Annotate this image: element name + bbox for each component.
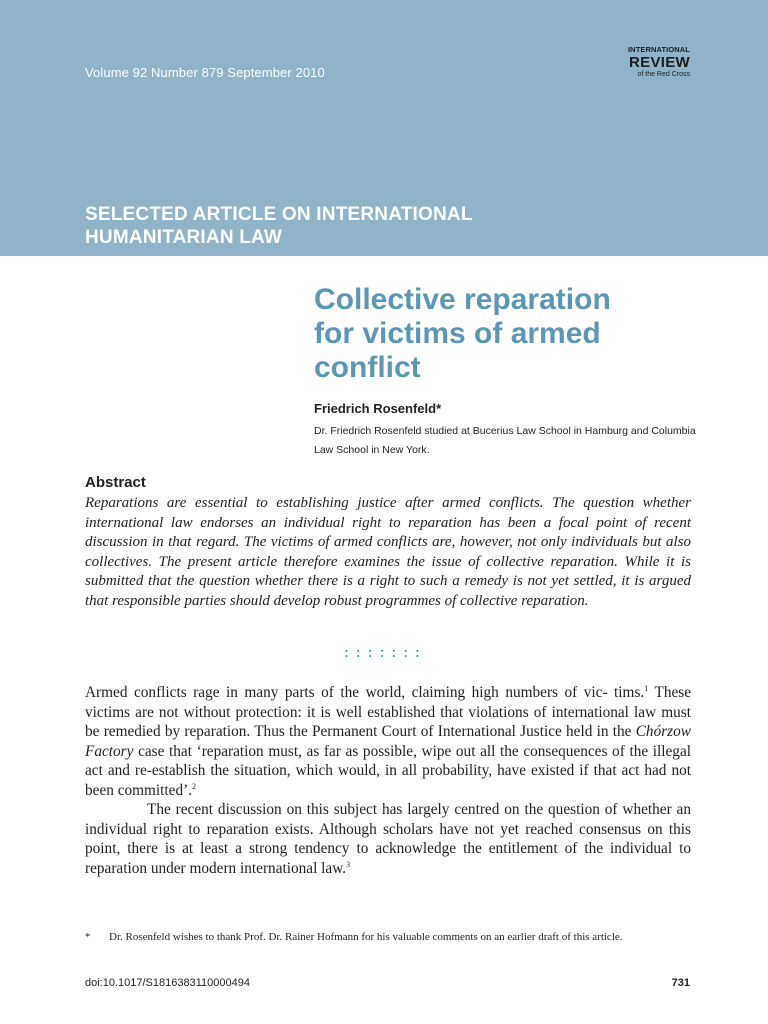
title-line-2: for victims of armed [314,317,601,350]
author-affiliation: Dr. Friedrich Rosenfeld studied at Bucerius Law School in Hamburg and Columbia Law School in New York. [314,425,696,456]
section-heading-line-2: HUMANITARIAN LAW [85,227,283,248]
journal-logo [602,46,690,78]
body-paragraph-1 [85,683,691,800]
abstract-text: Reparations are essential to establishing justice after armed conflicts. The question whether international law endorses an individual right to reparation has been a focal point of recent discussion in that regard. The victims of armed conflicts are, however, not only individuals but also collectives. The present article therefore examines the issue of collective reparation. While it is submitted that the question whether there is a right to such a remedy is not yet settled, it is argued that responsible parties should develop robust programmes of collective reparation. [85,495,691,609]
footnote [85,930,691,944]
author-name: Friedrich Rosenfeld* [314,401,442,416]
section-heading [85,203,705,249]
body-p2-text: The recent discussion on this subject has largely centred on the question of whether an individual right to reparation exists. Although scholars have not yet reached consensus on this point, there is at least a strong tendency to acknowledge the entitlement of the individual to reparation under modern international law. [85,801,691,877]
doi: doi:10.1017/S1816383110000494 [85,977,250,989]
footnote-mark: * [85,931,91,943]
footnote-ref-2: 2 [192,781,197,791]
abstract-heading: Abstract [85,474,146,491]
article-title [314,283,734,385]
title-line-3: conflict [314,351,421,384]
section-heading-line-1: SELECTED ARTICLE ON INTERNATIONAL [85,204,473,225]
section-ornament: ::::::: [342,646,426,661]
header-banner [0,0,768,256]
body-paragraph-2 [85,800,691,878]
logo-line-2: REVIEW [629,53,690,71]
logo-line-1: INTERNATIONAL [628,45,690,54]
footnote-text: Dr. Rosenfeld wishes to thank Prof. Dr. Rainer Hofmann for his valuable comments on an earlier draft of this article. [109,931,623,943]
case-name: Chórzow Factory [85,723,691,760]
title-line-1: Collective reparation [314,283,611,316]
footnote-ref-1: 1 [644,684,649,693]
body-text [85,683,691,878]
page-number: 731 [671,977,690,989]
body-p1-part-c: case that ‘reparation must, as far as possible, wipe out all the consequences of the illegal act and re-establish the situation, which would, in all probability, have existed if that act had not been committed’. [85,742,691,799]
logo-line-3: of the Red Cross [637,70,690,78]
volume-info: Volume 92 Number 879 September 2010 [85,65,325,80]
footnote-ref-3: 3 [346,859,351,869]
body-p1-part-a: Armed conflicts rage in many parts of the world, claiming high numbers of vic- tims. [85,684,645,701]
body-p1-part-b: These victims are not without protection: it is well established that violations of international law must be remedied by reparation. Thus the Permanent Court of International Justice held in the [85,684,692,740]
